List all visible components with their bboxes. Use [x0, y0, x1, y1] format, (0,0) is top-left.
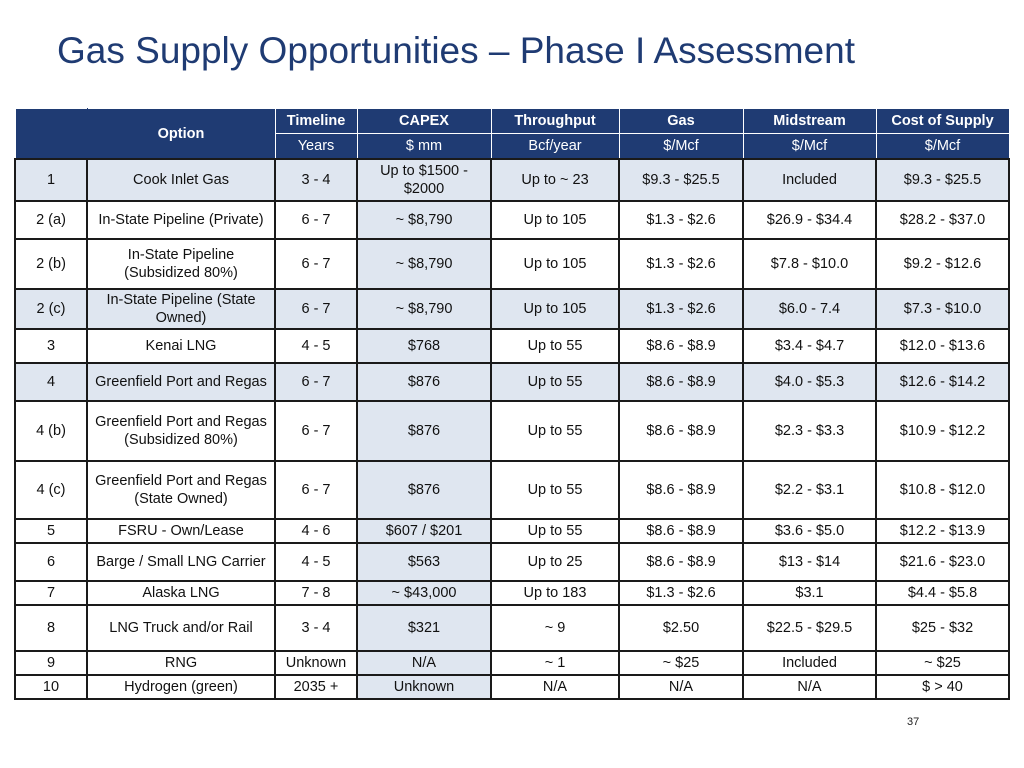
header-timeline: Timeline	[275, 109, 357, 134]
row-option: Greenfield Port and Regas (State Owned)	[87, 461, 275, 519]
row-number: 8	[15, 605, 87, 651]
row-capex: $607 / $201	[357, 519, 491, 543]
header-midstream: Midstream	[743, 109, 876, 134]
unit-throughput: Bcf/year	[491, 134, 619, 160]
row-capex: ~ $8,790	[357, 289, 491, 329]
row-timeline: 6 - 7	[275, 401, 357, 461]
row-throughput: ~ 1	[491, 651, 619, 675]
unit-cost-of-supply: $/Mcf	[876, 134, 1009, 160]
row-number: 3	[15, 329, 87, 363]
row-midstream: $13 - $14	[743, 543, 876, 581]
table-row	[15, 605, 1009, 651]
row-cost-of-supply: $9.2 - $12.6	[876, 239, 1009, 289]
row-option: Cook Inlet Gas	[87, 159, 275, 201]
table-row	[15, 401, 1009, 461]
row-cost-of-supply: $10.8 - $12.0	[876, 461, 1009, 519]
row-midstream: Included	[743, 159, 876, 201]
header-option: Option	[87, 109, 275, 160]
row-timeline: 6 - 7	[275, 239, 357, 289]
row-timeline: 6 - 7	[275, 289, 357, 329]
table-row	[15, 239, 1009, 289]
row-capex: $876	[357, 401, 491, 461]
row-number: 4	[15, 363, 87, 401]
row-number: 2 (b)	[15, 239, 87, 289]
row-timeline: 3 - 4	[275, 605, 357, 651]
row-throughput: Up to 55	[491, 401, 619, 461]
table-row	[15, 329, 1009, 363]
row-option: In-State Pipeline (Private)	[87, 201, 275, 239]
row-throughput: Up to 55	[491, 519, 619, 543]
row-cost-of-supply: $12.6 - $14.2	[876, 363, 1009, 401]
row-number: 2 (a)	[15, 201, 87, 239]
row-timeline: 6 - 7	[275, 201, 357, 239]
table-row	[15, 461, 1009, 519]
table-row	[15, 581, 1009, 605]
page-number: 37	[907, 716, 920, 728]
row-option: In-State Pipeline (State Owned)	[87, 289, 275, 329]
row-cost-of-supply: $12.0 - $13.6	[876, 329, 1009, 363]
row-throughput: Up to 25	[491, 543, 619, 581]
row-capex: N/A	[357, 651, 491, 675]
row-midstream: N/A	[743, 675, 876, 699]
row-number: 5	[15, 519, 87, 543]
row-gas: $8.6 - $8.9	[619, 401, 743, 461]
row-gas: $1.3 - $2.6	[619, 581, 743, 605]
row-gas: ~ $25	[619, 651, 743, 675]
row-throughput: ~ 9	[491, 605, 619, 651]
row-option: Alaska LNG	[87, 581, 275, 605]
row-capex: $563	[357, 543, 491, 581]
row-throughput: Up to 55	[491, 363, 619, 401]
row-gas: $1.3 - $2.6	[619, 289, 743, 329]
row-option: In-State Pipeline (Subsidized 80%)	[87, 239, 275, 289]
row-capex: Up to $1500 - $2000	[357, 159, 491, 201]
row-gas: $8.6 - $8.9	[619, 543, 743, 581]
row-gas: N/A	[619, 675, 743, 699]
row-cost-of-supply: $9.3 - $25.5	[876, 159, 1009, 201]
row-option: RNG	[87, 651, 275, 675]
row-midstream: $2.2 - $3.1	[743, 461, 876, 519]
row-midstream: $7.8 - $10.0	[743, 239, 876, 289]
unit-gas: $/Mcf	[619, 134, 743, 160]
row-option: Greenfield Port and Regas	[87, 363, 275, 401]
header-cost-of-supply: Cost of Supply	[876, 109, 1009, 134]
row-midstream: $3.4 - $4.7	[743, 329, 876, 363]
row-cost-of-supply: ~ $25	[876, 651, 1009, 675]
row-cost-of-supply: $7.3 - $10.0	[876, 289, 1009, 329]
header-number	[15, 109, 87, 160]
row-throughput: Up to 55	[491, 461, 619, 519]
row-number: 4 (b)	[15, 401, 87, 461]
row-gas: $9.3 - $25.5	[619, 159, 743, 201]
row-cost-of-supply: $12.2 - $13.9	[876, 519, 1009, 543]
row-throughput: Up to 183	[491, 581, 619, 605]
row-gas: $8.6 - $8.9	[619, 519, 743, 543]
row-capex: $876	[357, 363, 491, 401]
row-midstream: $3.1	[743, 581, 876, 605]
row-option: Kenai LNG	[87, 329, 275, 363]
row-cost-of-supply: $4.4 - $5.8	[876, 581, 1009, 605]
row-throughput: Up to 105	[491, 239, 619, 289]
row-timeline: 6 - 7	[275, 363, 357, 401]
row-gas: $1.3 - $2.6	[619, 239, 743, 289]
row-number: 2 (c)	[15, 289, 87, 329]
row-timeline: 4 - 5	[275, 543, 357, 581]
row-capex: ~ $8,790	[357, 201, 491, 239]
row-midstream: Included	[743, 651, 876, 675]
row-cost-of-supply: $21.6 - $23.0	[876, 543, 1009, 581]
row-gas: $8.6 - $8.9	[619, 363, 743, 401]
row-capex: ~ $43,000	[357, 581, 491, 605]
row-midstream: $6.0 - 7.4	[743, 289, 876, 329]
row-timeline: 6 - 7	[275, 461, 357, 519]
row-cost-of-supply: $25 - $32	[876, 605, 1009, 651]
row-number: 6	[15, 543, 87, 581]
header-throughput: Throughput	[491, 109, 619, 134]
row-capex: $876	[357, 461, 491, 519]
table-row	[15, 543, 1009, 581]
row-number: 1	[15, 159, 87, 201]
row-timeline: 2035 +	[275, 675, 357, 699]
row-midstream: $2.3 - $3.3	[743, 401, 876, 461]
row-midstream: $26.9 - $34.4	[743, 201, 876, 239]
gas-supply-table	[14, 108, 1010, 700]
row-capex: ~ $8,790	[357, 239, 491, 289]
row-capex: $768	[357, 329, 491, 363]
row-capex: $321	[357, 605, 491, 651]
table-row	[15, 363, 1009, 401]
row-gas: $8.6 - $8.9	[619, 329, 743, 363]
row-number: 4 (c)	[15, 461, 87, 519]
table-row	[15, 289, 1009, 329]
row-throughput: N/A	[491, 675, 619, 699]
row-option: LNG Truck and/or Rail	[87, 605, 275, 651]
unit-midstream: $/Mcf	[743, 134, 876, 160]
row-throughput: Up to ~ 23	[491, 159, 619, 201]
row-cost-of-supply: $ > 40	[876, 675, 1009, 699]
row-throughput: Up to 105	[491, 289, 619, 329]
header-capex: CAPEX	[357, 109, 491, 134]
row-number: 9	[15, 651, 87, 675]
row-number: 7	[15, 581, 87, 605]
row-timeline: 7 - 8	[275, 581, 357, 605]
row-midstream: $3.6 - $5.0	[743, 519, 876, 543]
row-timeline: 4 - 6	[275, 519, 357, 543]
row-capex: Unknown	[357, 675, 491, 699]
page-title: Gas Supply Opportunities – Phase I Assessment	[57, 30, 855, 71]
row-timeline: 4 - 5	[275, 329, 357, 363]
row-gas: $8.6 - $8.9	[619, 461, 743, 519]
unit-timeline: Years	[275, 134, 357, 160]
table-row	[15, 675, 1009, 699]
row-midstream: $4.0 - $5.3	[743, 363, 876, 401]
table-body	[15, 159, 1009, 699]
table-row	[15, 651, 1009, 675]
row-throughput: Up to 105	[491, 201, 619, 239]
row-midstream: $22.5 - $29.5	[743, 605, 876, 651]
row-throughput: Up to 55	[491, 329, 619, 363]
unit-capex: $ mm	[357, 134, 491, 160]
row-timeline: 3 - 4	[275, 159, 357, 201]
row-cost-of-supply: $10.9 - $12.2	[876, 401, 1009, 461]
row-option: Greenfield Port and Regas (Subsidized 80%)	[87, 401, 275, 461]
row-number: 10	[15, 675, 87, 699]
row-gas: $1.3 - $2.6	[619, 201, 743, 239]
header-gas: Gas	[619, 109, 743, 134]
table-row	[15, 201, 1009, 239]
row-option: Hydrogen (green)	[87, 675, 275, 699]
row-option: Barge / Small LNG Carrier	[87, 543, 275, 581]
table-row	[15, 159, 1009, 201]
table-row	[15, 519, 1009, 543]
row-gas: $2.50	[619, 605, 743, 651]
row-cost-of-supply: $28.2 - $37.0	[876, 201, 1009, 239]
row-option: FSRU - Own/Lease	[87, 519, 275, 543]
row-timeline: Unknown	[275, 651, 357, 675]
